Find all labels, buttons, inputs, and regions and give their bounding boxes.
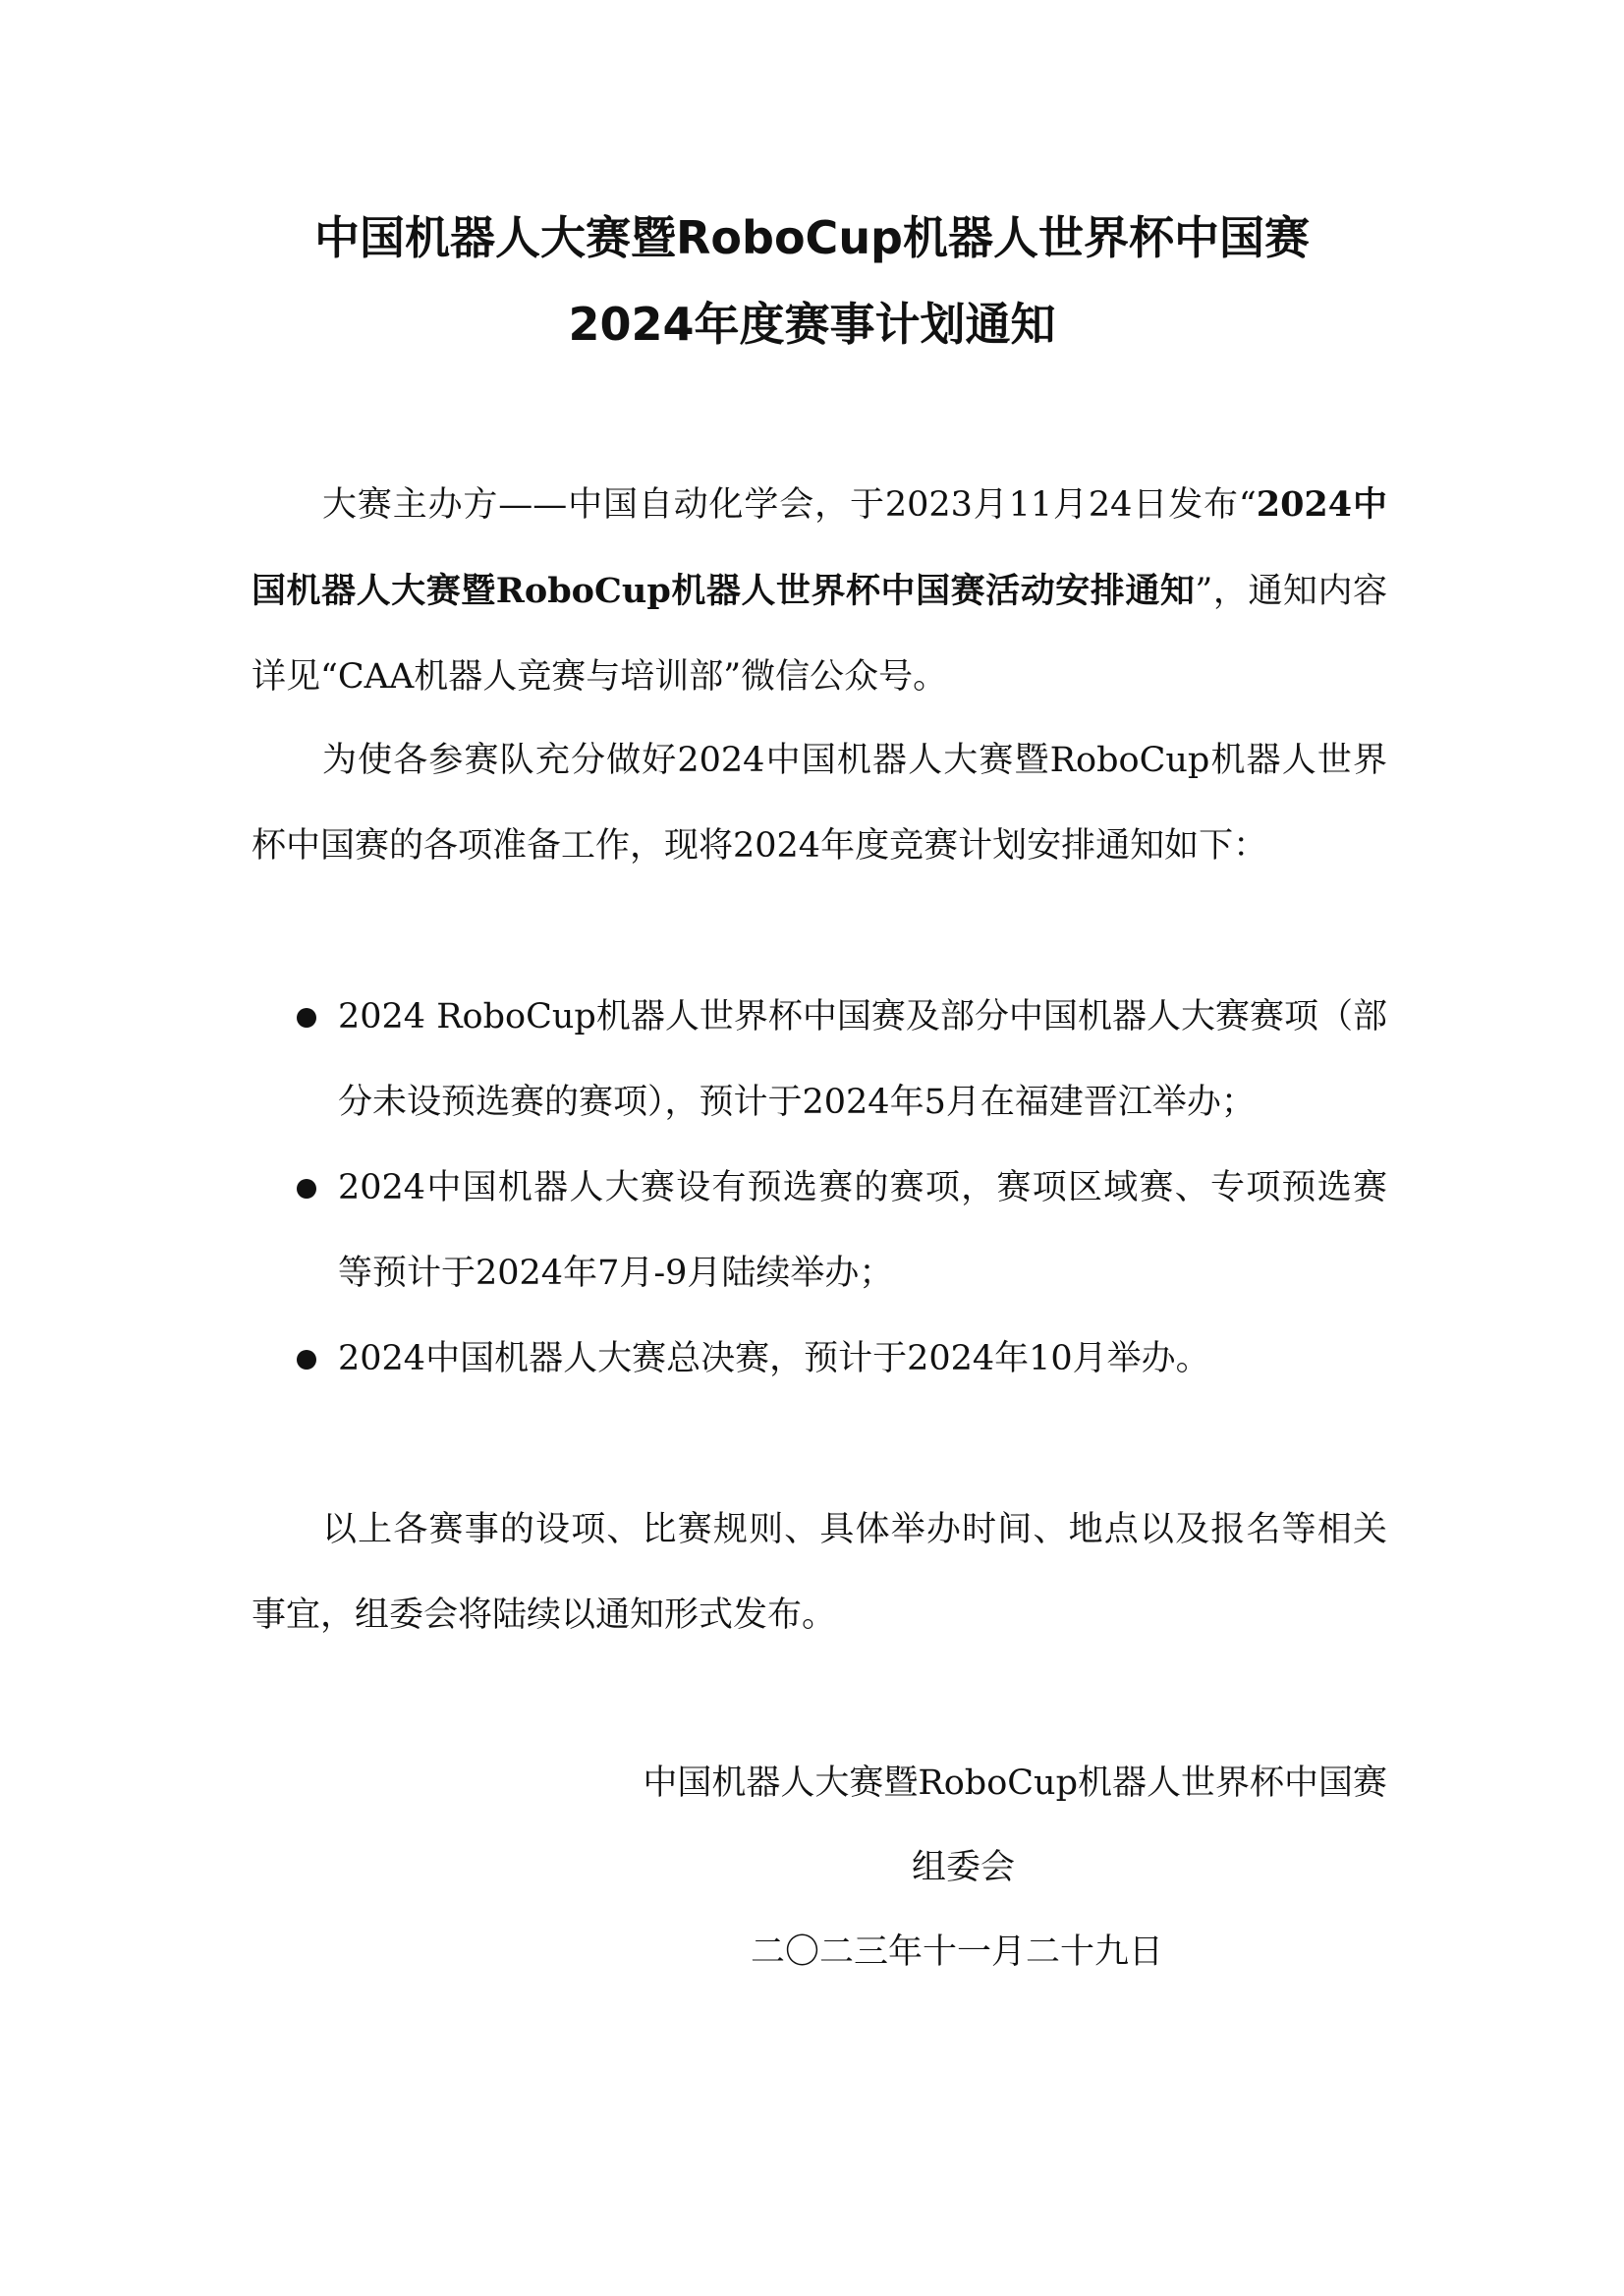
document-title-line-2: 2024年度赛事计划通知 bbox=[568, 298, 1056, 351]
bullet-text: 2024中国机器人大赛设有预选赛的赛项，赛项区域赛、专项预选赛等预计于2024年7月-9月陆续举办； bbox=[338, 1168, 1387, 1293]
bullet-icon bbox=[297, 1179, 316, 1199]
document-title-line-1: 中国机器人大赛暨RoboCup机器人世界杯中国赛 bbox=[314, 211, 1310, 264]
closing-paragraph: 以上各赛事的设项、比赛规则、具体举办时间、地点以及报名等相关事宜，组委会将陆续以通知形式发布。 bbox=[252, 1510, 1387, 1635]
notice-title-bold: 2024中国机器人大赛暨RoboCup机器人世界杯中国赛活动安排通知 bbox=[252, 484, 1387, 611]
signature-committee: 组委会 bbox=[912, 1848, 1016, 1887]
list-item bbox=[291, 975, 1387, 1146]
signature-organization: 中国机器人大赛暨RoboCup机器人世界杯中国赛 bbox=[643, 1764, 1387, 1803]
signature-date: 二〇二三年十一月二十九日 bbox=[751, 1932, 1164, 1972]
intro-paragraph-suffix: ”，通知内容详见“CAA机器人竞赛与培训部”微信公众号。 bbox=[252, 572, 1387, 697]
bullet-text: 2024中国机器人大赛总决赛，预计于2024年10月举办。 bbox=[338, 1339, 1210, 1378]
preparation-paragraph: 为使各参赛队充分做好2024中国机器人大赛暨RoboCup机器人世界杯中国赛的各项准备工作，现将2024年度竞赛计划安排通知如下： bbox=[252, 741, 1387, 866]
list-item bbox=[291, 1316, 1387, 1402]
intro-paragraph bbox=[252, 462, 1387, 720]
list-item bbox=[291, 1146, 1387, 1316]
bullet-icon bbox=[297, 1350, 316, 1370]
schedule-bullet-list bbox=[291, 975, 1387, 1402]
bullet-text: 2024 RoboCup机器人世界杯中国赛及部分中国机器人大赛赛项（部分未设预选赛的赛项），预计于2024年5月在福建晋江举办； bbox=[338, 997, 1387, 1122]
bullet-icon bbox=[297, 1008, 316, 1028]
intro-paragraph-prefix: 大赛主办方——中国自动化学会，于2023月11月24日发布“ bbox=[322, 485, 1257, 525]
